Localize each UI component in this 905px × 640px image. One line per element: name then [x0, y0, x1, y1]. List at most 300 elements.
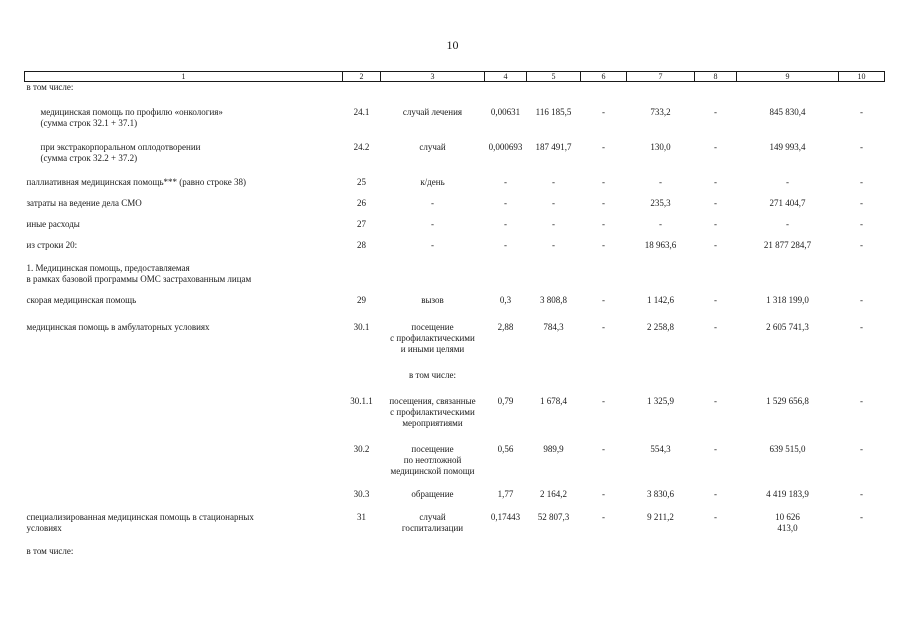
cell-value: 271 404,7 [769, 198, 806, 208]
row-gap-cell [25, 477, 885, 489]
cell-value: - [714, 295, 717, 305]
cell-unit [381, 107, 485, 129]
row-label-line: затраты на ведение дела СМО [26, 198, 142, 208]
header-cell: 2 [343, 72, 381, 82]
cell-value: - [659, 219, 662, 229]
row-label-line: медицинская помощь по профилю «онкология» [40, 107, 223, 117]
cell-c3 [581, 444, 627, 477]
cell-value: 30.1.1 [350, 396, 373, 406]
cell-value: - [602, 240, 605, 250]
header-row [25, 72, 885, 82]
cell-norm [485, 263, 527, 285]
header-cell: 8 [695, 72, 737, 82]
row-label-line: (сумма строк 32.2 + 37.2) [40, 153, 138, 163]
cell-c3 [581, 263, 627, 285]
cell-value: - [714, 240, 717, 250]
row-gap [25, 93, 885, 107]
cell-value: с профилактическими [390, 333, 475, 343]
cell-value: - [714, 107, 717, 117]
cell-value: 187 491,7 [535, 142, 572, 152]
cell-value: - [504, 198, 507, 208]
cell-value: - [431, 240, 434, 250]
cell-value: - [504, 240, 507, 250]
cell-value: посещение [411, 322, 454, 332]
cell-tot [737, 219, 839, 230]
row-label-line: в том числе: [26, 546, 74, 556]
header-cell: 6 [581, 72, 627, 82]
cell-value: - [659, 177, 662, 187]
cell-c7 [839, 444, 885, 477]
cell-c3 [581, 546, 627, 557]
row-gap [25, 164, 885, 177]
cell-c7 [839, 177, 885, 188]
cell-value: - [860, 240, 863, 250]
cell-value: 10 626 [775, 512, 800, 522]
header-cell: 3 [381, 72, 485, 82]
row-gap [25, 285, 885, 295]
cell-cost [527, 396, 581, 429]
cell-value: - [602, 444, 605, 454]
row-label [25, 396, 343, 429]
cell-value: 784,3 [543, 322, 564, 332]
cell-c5 [695, 546, 737, 557]
row-gap [25, 230, 885, 240]
cell-tot [737, 546, 839, 557]
cell-c7 [839, 198, 885, 209]
cell-pc [627, 198, 695, 209]
cell-c5 [695, 489, 737, 500]
cell-value: 1 529 656,8 [766, 396, 809, 406]
cell-cost [527, 142, 581, 164]
cell-unit [381, 219, 485, 230]
row-label-line: паллиативная медицинская помощь*** (равно строке 38) [26, 177, 247, 187]
cell-value: 733,2 [650, 107, 671, 117]
cell-value: 2 605 741,3 [766, 322, 809, 332]
cell-c5 [695, 219, 737, 230]
cell-tot [737, 370, 839, 381]
table-row [25, 177, 885, 188]
row-gap-cell [25, 500, 885, 512]
row-gap-cell [25, 381, 885, 396]
cell-value: и иными целями [400, 344, 465, 354]
cell-value: 639 515,0 [769, 444, 806, 454]
cell-value: госпитализации [401, 523, 464, 533]
cell-value: - [786, 219, 789, 229]
cell-value: 235,3 [650, 198, 671, 208]
row-label [25, 177, 343, 188]
cell-value: - [860, 489, 863, 499]
cell-c7 [839, 370, 885, 381]
cell-c7 [839, 107, 885, 129]
cell-value: - [714, 177, 717, 187]
cell-value: вызов [421, 295, 444, 305]
cell-value: 27 [357, 219, 366, 229]
cell-value: 116 185,5 [535, 107, 572, 117]
cell-tot [737, 295, 839, 306]
cell-value: 29 [357, 295, 366, 305]
cell-value: 0,79 [497, 396, 514, 406]
cell-tot [737, 240, 839, 251]
cell-value: 1 325,9 [647, 396, 674, 406]
table-row [25, 142, 885, 164]
cell-value: 4 419 183,9 [766, 489, 809, 499]
header-cell: 1 [25, 72, 343, 82]
cell-c5 [695, 82, 737, 94]
cell-value: - [602, 198, 605, 208]
row-label [25, 546, 343, 557]
row-label-line: при экстракорпоральном оплодотворении [40, 142, 201, 152]
cell-unit [381, 263, 485, 285]
cell-value: по неотложной [403, 455, 462, 465]
cell-c7 [839, 489, 885, 500]
cell-c3 [581, 198, 627, 209]
row-gap [25, 477, 885, 489]
cell-value: - [552, 177, 555, 187]
cell-value: 2 258,8 [647, 322, 674, 332]
cell-num [343, 444, 381, 477]
cell-value: 554,3 [650, 444, 671, 454]
cell-c3 [581, 370, 627, 381]
cell-value: - [860, 444, 863, 454]
cell-tot [737, 512, 839, 534]
cell-value: 21 877 284,7 [763, 240, 812, 250]
cell-c7 [839, 219, 885, 230]
row-label [25, 512, 343, 534]
cell-c5 [695, 322, 737, 355]
row-gap [25, 251, 885, 263]
cell-c7 [839, 82, 885, 94]
cell-value: 26 [357, 198, 366, 208]
cell-value: - [552, 219, 555, 229]
cell-value: 52 807,3 [537, 512, 570, 522]
row-gap-cell [25, 164, 885, 177]
row-gap-cell [25, 93, 885, 107]
cell-value: посещения, связанные [389, 396, 476, 406]
cell-cost [527, 82, 581, 94]
cell-norm [485, 512, 527, 534]
cell-c5 [695, 263, 737, 285]
cell-tot [737, 444, 839, 477]
cell-cost [527, 177, 581, 188]
data-table [24, 71, 885, 557]
cell-num [343, 396, 381, 429]
header-cell: 7 [627, 72, 695, 82]
row-gap [25, 429, 885, 444]
cell-value: 30.2 [353, 444, 370, 454]
cell-cost [527, 322, 581, 355]
cell-unit [381, 512, 485, 534]
cell-value: 845 830,4 [769, 107, 806, 117]
header-cell: 5 [527, 72, 581, 82]
cell-num [343, 240, 381, 251]
cell-value: посещение [411, 444, 454, 454]
cell-value: в том числе: [409, 370, 456, 380]
row-gap-cell [25, 251, 885, 263]
cell-pc [627, 489, 695, 500]
row-label-line: специализированная медицинская помощь в стационарных [26, 512, 254, 522]
cell-value: 1,77 [497, 489, 514, 499]
row-label [25, 370, 343, 381]
cell-value: - [786, 177, 789, 187]
cell-cost [527, 107, 581, 129]
cell-value: - [860, 107, 863, 117]
row-gap [25, 500, 885, 512]
table-row [25, 219, 885, 230]
row-label [25, 489, 343, 500]
cell-value: обращение [411, 489, 454, 499]
table-row [25, 444, 885, 477]
cell-tot [737, 82, 839, 94]
row-label-line: (сумма строк 32.1 + 37.1) [40, 118, 138, 128]
row-gap [25, 129, 885, 142]
row-label-line: в том числе: [26, 82, 74, 92]
cell-value: 0,00631 [490, 107, 521, 117]
cell-cost [527, 295, 581, 306]
cell-cost [527, 219, 581, 230]
row-gap [25, 355, 885, 370]
cell-norm [485, 107, 527, 129]
row-gap-cell [25, 355, 885, 370]
row-label [25, 82, 343, 94]
row-label [25, 295, 343, 306]
cell-c3 [581, 107, 627, 129]
row-gap-cell [25, 306, 885, 322]
cell-value: - [714, 142, 717, 152]
cell-c5 [695, 396, 737, 429]
row-gap-cell [25, 534, 885, 546]
cell-cost [527, 489, 581, 500]
header-cell: 10 [839, 72, 885, 82]
row-gap-cell [25, 129, 885, 142]
cell-value: - [860, 396, 863, 406]
row-gap-cell [25, 285, 885, 295]
cell-cost [527, 370, 581, 381]
cell-norm [485, 396, 527, 429]
cell-value: - [714, 198, 717, 208]
cell-value: - [714, 444, 717, 454]
cell-c5 [695, 177, 737, 188]
cell-unit [381, 177, 485, 188]
cell-value: медицинской помощи [390, 466, 475, 476]
cell-tot [737, 396, 839, 429]
row-label [25, 322, 343, 355]
cell-value: - [431, 219, 434, 229]
cell-value: - [714, 489, 717, 499]
row-label-line: в рамках базовой программы ОМС застрахованным лицам [26, 274, 252, 284]
cell-value: - [860, 512, 863, 522]
row-label-line: 1. Медицинская помощь, предоставляемая [26, 263, 190, 273]
cell-c3 [581, 396, 627, 429]
cell-c5 [695, 142, 737, 164]
cell-cost [527, 512, 581, 534]
cell-pc [627, 107, 695, 129]
cell-c5 [695, 198, 737, 209]
cell-norm [485, 489, 527, 500]
cell-value: к/день [420, 177, 445, 187]
cell-norm [485, 444, 527, 477]
cell-value: 2,88 [497, 322, 514, 332]
cell-value: 30.3 [353, 489, 370, 499]
cell-value: с профилактическими [390, 407, 475, 417]
cell-c3 [581, 240, 627, 251]
cell-pc [627, 322, 695, 355]
cell-num [343, 370, 381, 381]
row-gap [25, 188, 885, 198]
row-label-line: медицинская помощь в амбулаторных условиях [26, 322, 210, 332]
cell-unit [381, 489, 485, 500]
cell-c5 [695, 240, 737, 251]
cell-c7 [839, 546, 885, 557]
cell-c7 [839, 322, 885, 355]
cell-c5 [695, 295, 737, 306]
row-label [25, 240, 343, 251]
cell-norm [485, 546, 527, 557]
cell-pc [627, 240, 695, 251]
cell-unit [381, 370, 485, 381]
cell-value: 1 318 199,0 [766, 295, 809, 305]
cell-unit [381, 240, 485, 251]
cell-norm [485, 82, 527, 94]
cell-cost [527, 198, 581, 209]
cell-num [343, 177, 381, 188]
cell-num [343, 82, 381, 94]
cell-value: 1 678,4 [540, 396, 567, 406]
cell-value: 2 164,2 [540, 489, 567, 499]
cell-value: 0,3 [499, 295, 512, 305]
table-row [25, 546, 885, 557]
row-gap [25, 209, 885, 219]
cell-c3 [581, 82, 627, 94]
cell-c3 [581, 219, 627, 230]
cell-num [343, 489, 381, 500]
cell-pc [627, 546, 695, 557]
row-label [25, 263, 343, 285]
row-label [25, 219, 343, 230]
cell-norm [485, 142, 527, 164]
cell-value: - [714, 219, 717, 229]
cell-value: - [860, 295, 863, 305]
cell-pc [627, 219, 695, 230]
cell-num [343, 219, 381, 230]
cell-tot [737, 198, 839, 209]
cell-unit [381, 82, 485, 94]
cell-value: случай [419, 512, 446, 522]
cell-c7 [839, 263, 885, 285]
cell-norm [485, 198, 527, 209]
cell-c3 [581, 177, 627, 188]
cell-value: 0,17443 [490, 512, 521, 522]
cell-c5 [695, 444, 737, 477]
cell-num [343, 322, 381, 355]
cell-pc [627, 295, 695, 306]
table-row [25, 396, 885, 429]
row-gap [25, 306, 885, 322]
row-gap-cell [25, 429, 885, 444]
cell-value: - [714, 396, 717, 406]
row-label [25, 107, 343, 129]
header-cell: 9 [737, 72, 839, 82]
row-gap-cell [25, 209, 885, 219]
cell-value: - [552, 198, 555, 208]
cell-value: - [602, 396, 605, 406]
cell-value: 9 211,2 [647, 512, 674, 522]
cell-num [343, 546, 381, 557]
cell-cost [527, 444, 581, 477]
row-label [25, 198, 343, 209]
cell-tot [737, 263, 839, 285]
cell-norm [485, 322, 527, 355]
cell-pc [627, 82, 695, 94]
cell-value: случай [419, 142, 446, 152]
row-gap-cell [25, 230, 885, 240]
cell-num [343, 512, 381, 534]
cell-tot [737, 489, 839, 500]
cell-value: - [602, 107, 605, 117]
cell-value: 30.1 [353, 322, 370, 332]
cell-value: - [860, 142, 863, 152]
cell-norm [485, 219, 527, 230]
cell-unit [381, 546, 485, 557]
cell-value: 3 808,8 [540, 295, 567, 305]
cell-pc [627, 444, 695, 477]
cell-unit [381, 444, 485, 477]
cell-value: 28 [357, 240, 366, 250]
cell-c3 [581, 142, 627, 164]
row-label [25, 142, 343, 164]
cell-unit [381, 142, 485, 164]
cell-pc [627, 177, 695, 188]
cell-num [343, 142, 381, 164]
cell-pc [627, 142, 695, 164]
cell-norm [485, 240, 527, 251]
cell-pc [627, 512, 695, 534]
table-row [25, 489, 885, 500]
table-row [25, 322, 885, 355]
cell-value: - [602, 219, 605, 229]
cell-c5 [695, 370, 737, 381]
header-cell: 4 [485, 72, 527, 82]
cell-value: - [860, 322, 863, 332]
cell-c7 [839, 396, 885, 429]
cell-num [343, 263, 381, 285]
cell-pc [627, 263, 695, 285]
cell-pc [627, 396, 695, 429]
cell-cost [527, 240, 581, 251]
cell-c3 [581, 489, 627, 500]
row-label-line: скорая медицинская помощь [26, 295, 137, 305]
cell-value: 130,0 [650, 142, 671, 152]
cell-c7 [839, 512, 885, 534]
cell-tot [737, 177, 839, 188]
cell-value: 25 [357, 177, 366, 187]
cell-value: 413,0 [777, 523, 798, 533]
table-row [25, 512, 885, 534]
row-label-line: иные расходы [26, 219, 80, 229]
cell-value: мероприятиями [402, 418, 463, 428]
cell-value: - [431, 198, 434, 208]
row-gap [25, 534, 885, 546]
cell-unit [381, 322, 485, 355]
cell-c5 [695, 107, 737, 129]
table-row [25, 263, 885, 285]
cell-value: - [504, 219, 507, 229]
cell-value: 989,9 [543, 444, 564, 454]
cell-value: - [552, 240, 555, 250]
table-row [25, 370, 885, 381]
cell-value: - [602, 177, 605, 187]
row-label [25, 444, 343, 477]
table-row [25, 198, 885, 209]
